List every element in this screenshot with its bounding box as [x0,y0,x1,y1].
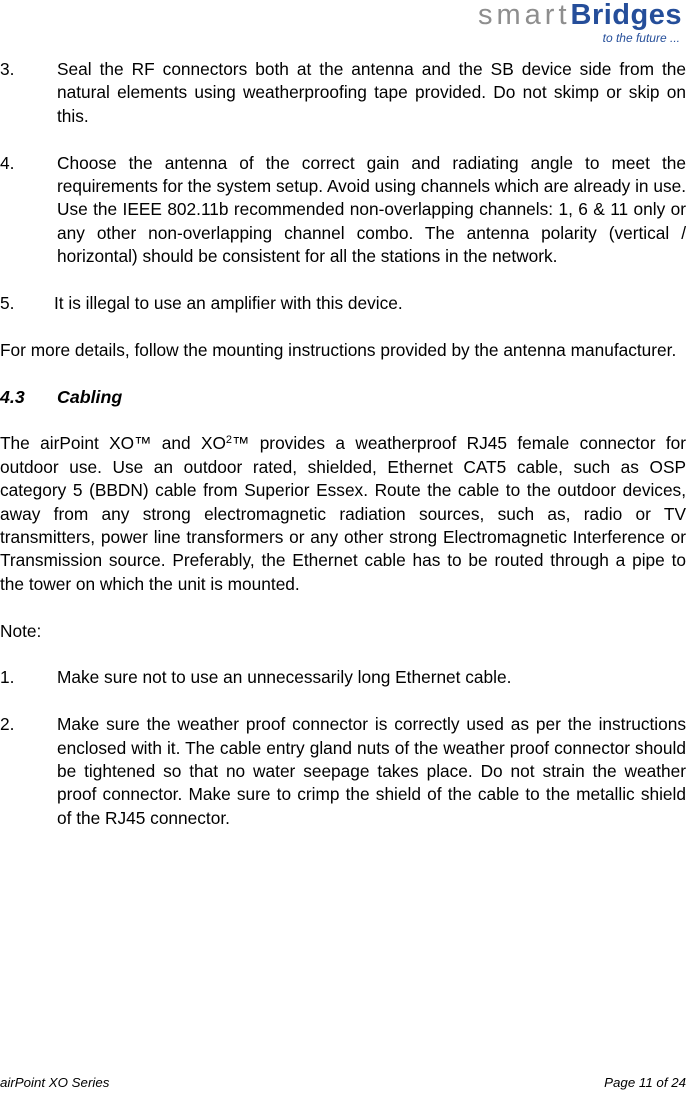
item-text: Choose the antenna of the correct gain and radiating angle to meet the requirements for the system setup. Avoid using channels which are already in use. Use the IEEE 802.11b recommended non-overlapping channels: 1, 6 & 11 only or any other non-overlapping channel combo. The antenna polarity (vertical / horizontal) should be consistent for all the stations in the network. [57,152,686,267]
section-heading [0,386,686,409]
list-item [0,58,686,128]
list-item [0,292,686,315]
section-title: Cabling [57,386,123,407]
item-number: 4. [0,152,15,173]
item-number: 3. [0,59,15,79]
cabling-text-rest: ™ provides a weatherproof RJ45 female connector for outdoor use. Use an outdoor rated, shielded, Ethernet CAT5 cable, such as OSP category 5 (BBDN) cable from Superior Essex. Route the cable to the outdoor devices, away from any strong electromagnetic radiation sources, such as, radio or TV transmitters, power line transformers or any other strong Electromagnetic Interference or Transmission source. Preferably, the Ethernet cable has to be routed through a pipe to the tower on which the unit is mounted. [0,433,686,594]
list-item [0,713,686,830]
note-label: Note: [0,620,42,641]
details-paragraph: For more details, follow the mounting instructions provided by the antenna manufacturer. [0,339,677,360]
item-number: 1. [0,667,15,688]
logo-tagline: to the future ... [602,31,680,45]
logo-wordmark [462,0,682,30]
superscript: 2 [225,434,233,447]
logo-smart: smart [478,0,571,31]
section-number: 4.3 [0,386,25,407]
logo-bridges: Bridges [570,0,682,31]
document-body [0,58,686,854]
footer-page-number: Page 11 of 24 [604,1075,686,1090]
smartbridges-logo [462,0,682,46]
cabling-paragraph [0,432,686,596]
item-text: Make sure the weather proof connector is correctly used as per the instructions enclosed with it. The cable entry gland nuts of the weather proof connector should be tightened so that no water seepage takes place. Do not strain the weather proof connector. Make sure to crimp the shield of the cable to the metallic shield of the RJ45 connector. [57,714,686,828]
page-footer [0,1075,686,1090]
item-text: Seal the RF connectors both at the antenna and the SB device side from the natural elements using weatherproofing tape provided. Do not skimp or skip on this. [57,59,686,126]
list-item [0,152,686,269]
cabling-text-start: The airPoint XO™ and XO [0,433,226,454]
item-text: Make sure not to use an unnecessarily long Ethernet cable. [57,667,512,688]
item-number: 2. [0,714,15,735]
item-text: It is illegal to use an amplifier with this device. [54,293,403,314]
footer-series: airPoint XO Series [0,1075,110,1090]
item-number: 5. [0,293,15,314]
list-item [0,666,686,689]
